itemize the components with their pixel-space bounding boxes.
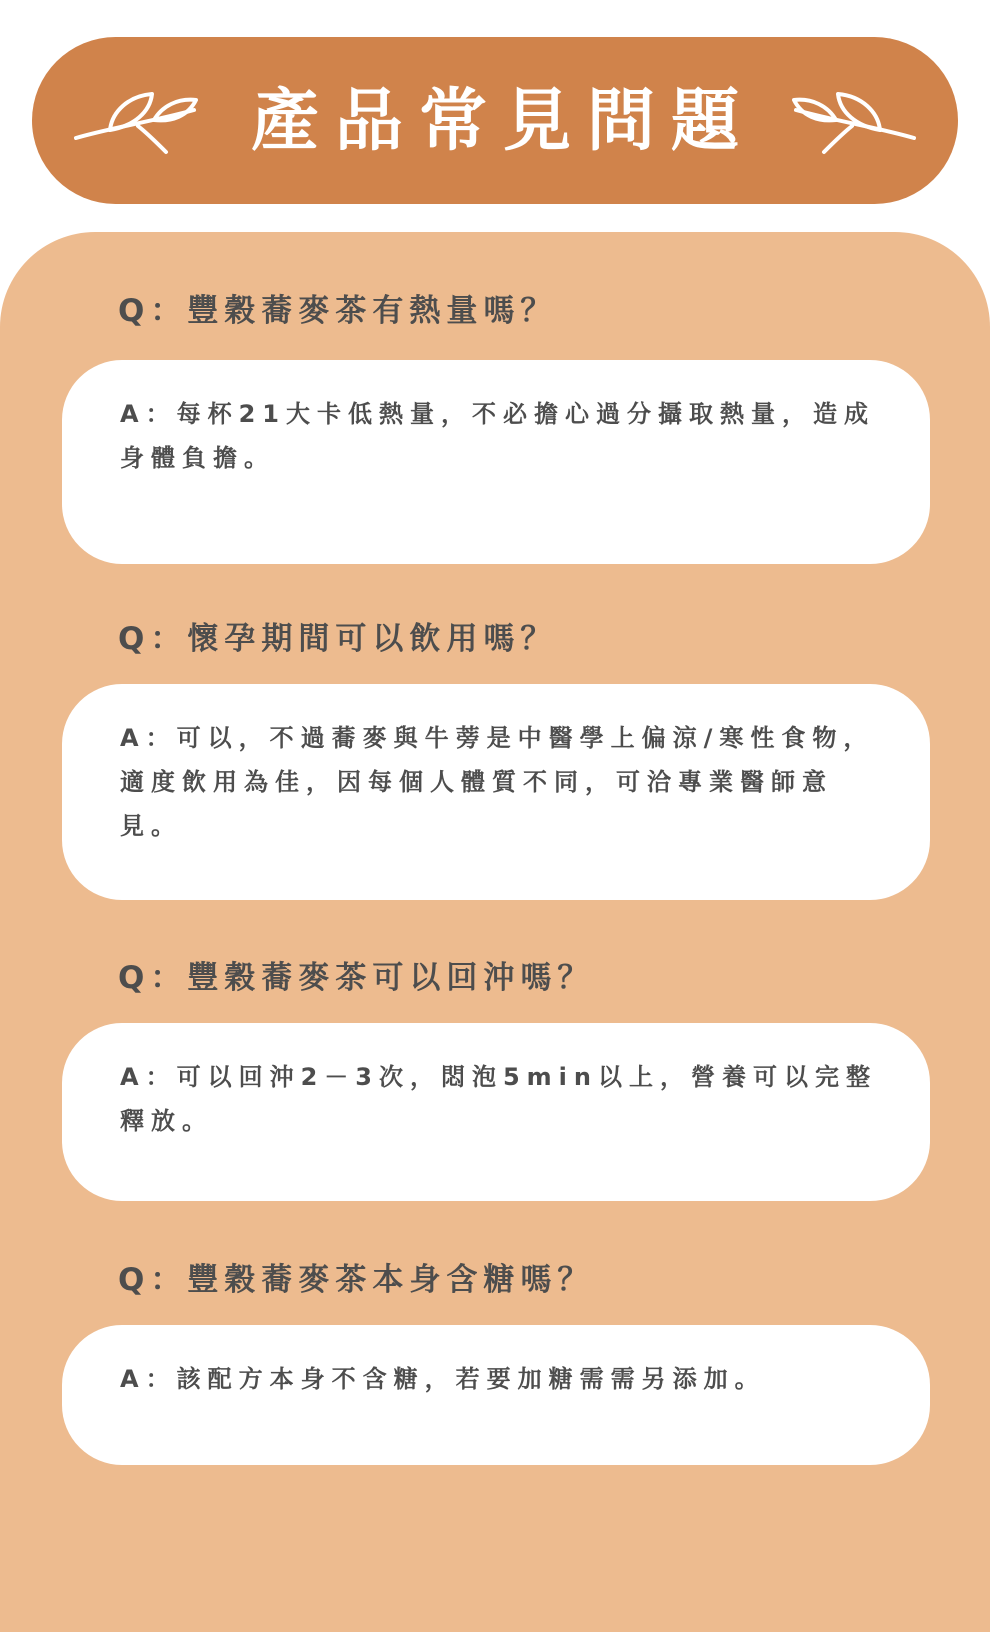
- faq-question-3: Q：豐穀蕎麥茶可以回沖嗎？: [118, 960, 595, 996]
- faq-answer-card-3: [62, 1023, 930, 1201]
- faq-answer-1: A：每杯21大卡低熱量，不必擔心過分攝取熱量，造成身體負擔。: [120, 400, 875, 472]
- faq-answer-4: A：該配方本身不含糖，若要加糖需需另添加。: [120, 1365, 766, 1393]
- faq-answer-card-1: [62, 360, 930, 564]
- faq-header-banner: [32, 37, 958, 204]
- faq-question-4: Q：豐穀蕎麥茶本身含糖嗎？: [118, 1262, 595, 1298]
- faq-panel: [0, 232, 990, 1632]
- faq-answer-3: A：可以回沖2－3次，悶泡5min以上，營養可以完整釋放。: [120, 1063, 877, 1135]
- leaf-sprig-icon: [70, 86, 200, 156]
- leaf-sprig-icon: [790, 86, 920, 156]
- faq-answer-card-2: [62, 684, 930, 900]
- faq-question-1: Q：豐穀蕎麥茶有熱量嗎？: [118, 293, 558, 329]
- faq-answer-card-4: [62, 1325, 930, 1465]
- faq-answer-2: A：可以，不過蕎麥與牛蒡是中醫學上偏涼/寒性食物，適度飲用為佳，因每個人體質不同，可洽專業醫師意見。: [120, 724, 875, 840]
- page-title: 產品常見問題: [250, 80, 755, 161]
- faq-question-2: Q：懷孕期間可以飲用嗎？: [118, 621, 558, 657]
